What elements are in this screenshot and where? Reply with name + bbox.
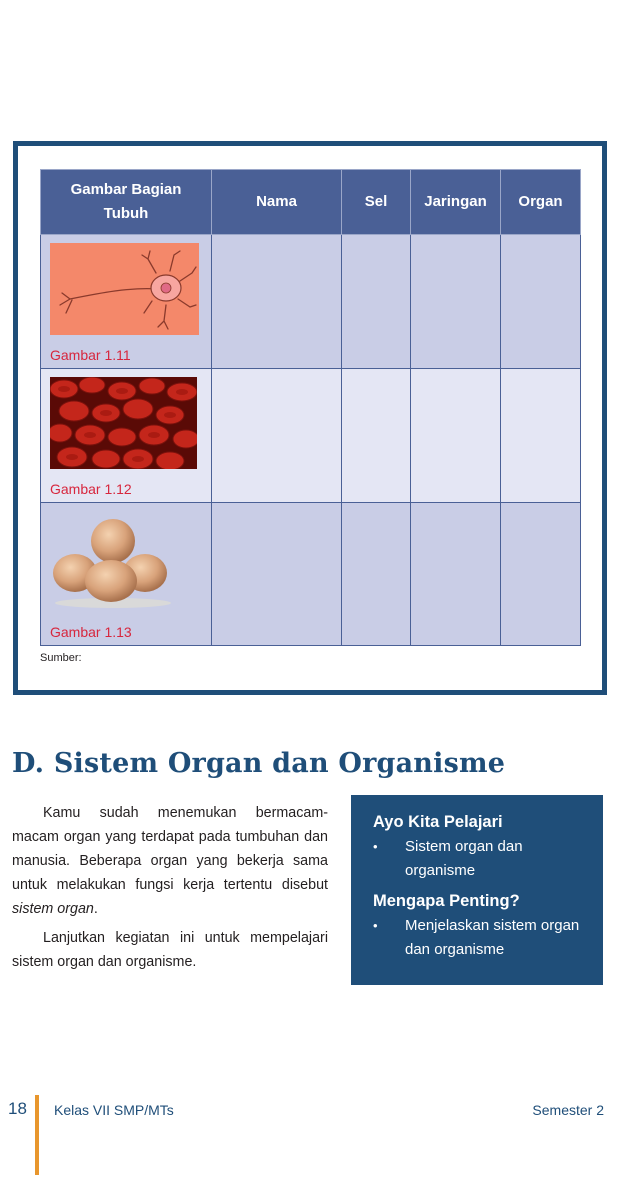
table-header-row — [41, 170, 581, 235]
answer-cell[interactable] — [342, 235, 411, 369]
body-text — [12, 801, 328, 979]
header-jaringan: Jaringan — [411, 170, 501, 235]
table-row — [41, 235, 581, 369]
sidebox-list-2 — [373, 914, 589, 962]
bullet-icon: • — [373, 839, 378, 854]
header-sel: Sel — [342, 170, 411, 235]
footer-accent-bar — [35, 1095, 39, 1175]
term-sistem-organ: sistem organ — [12, 901, 94, 917]
list-item: • Sistem organ dan organisme — [373, 835, 589, 883]
learning-goals-box — [351, 795, 603, 985]
answer-cell[interactable] — [212, 503, 342, 646]
answer-cell[interactable] — [411, 235, 501, 369]
answer-cell[interactable] — [501, 503, 581, 646]
answer-cell[interactable] — [212, 235, 342, 369]
header-nama: Nama — [212, 170, 342, 235]
picture-cell — [41, 235, 212, 369]
table-row — [41, 503, 581, 646]
answer-cell[interactable] — [411, 503, 501, 646]
picture-cell — [41, 503, 212, 646]
figure-caption: Gambar 1.13 — [50, 624, 132, 640]
answer-cell[interactable] — [501, 369, 581, 503]
source-label: Sumber: — [40, 652, 82, 664]
organ-table — [40, 169, 581, 646]
paragraph-2: Lanjutkan kegiatan ini untuk mempelajari sistem organ dan organisme. — [12, 930, 328, 970]
footer-semester-label: Semester 2 — [532, 1102, 604, 1118]
answer-cell[interactable] — [501, 235, 581, 369]
sidebox-heading-1: Ayo Kita Pelajari — [373, 813, 503, 831]
paragraph-1: Kamu sudah menemukan bermacam-macam organ yang terdapat pada tumbuhan dan manusia. Beberapa organ yang bekerja sama untuk melakukan fungsi kerja tertentu disebut sistem organ. — [12, 805, 328, 917]
red-blood-cells-image — [50, 377, 197, 469]
figure-caption: Gambar 1.12 — [50, 481, 132, 497]
footer-class-label: Kelas VII SMP/MTs — [54, 1102, 174, 1118]
eggs-image — [51, 513, 173, 609]
answer-cell[interactable] — [342, 369, 411, 503]
sidebox-heading-2: Mengapa Penting? — [373, 892, 520, 910]
list-item: • Menjelaskan sistem organ dan organisme — [373, 914, 589, 962]
section-title: D. Sistem Organ dan Organisme — [12, 748, 506, 779]
bullet-icon: • — [373, 918, 378, 933]
table-row — [41, 369, 581, 503]
neuron-image — [50, 243, 199, 335]
picture-cell — [41, 369, 212, 503]
answer-cell[interactable] — [411, 369, 501, 503]
sidebox-list-1 — [373, 835, 589, 883]
activity-frame — [13, 141, 607, 695]
header-organ: Organ — [501, 170, 581, 235]
answer-cell[interactable] — [342, 503, 411, 646]
page-number: 18 — [8, 1099, 27, 1118]
header-gambar: Gambar Bagian Tubuh — [41, 170, 212, 235]
answer-cell[interactable] — [212, 369, 342, 503]
figure-caption: Gambar 1.11 — [50, 347, 131, 363]
